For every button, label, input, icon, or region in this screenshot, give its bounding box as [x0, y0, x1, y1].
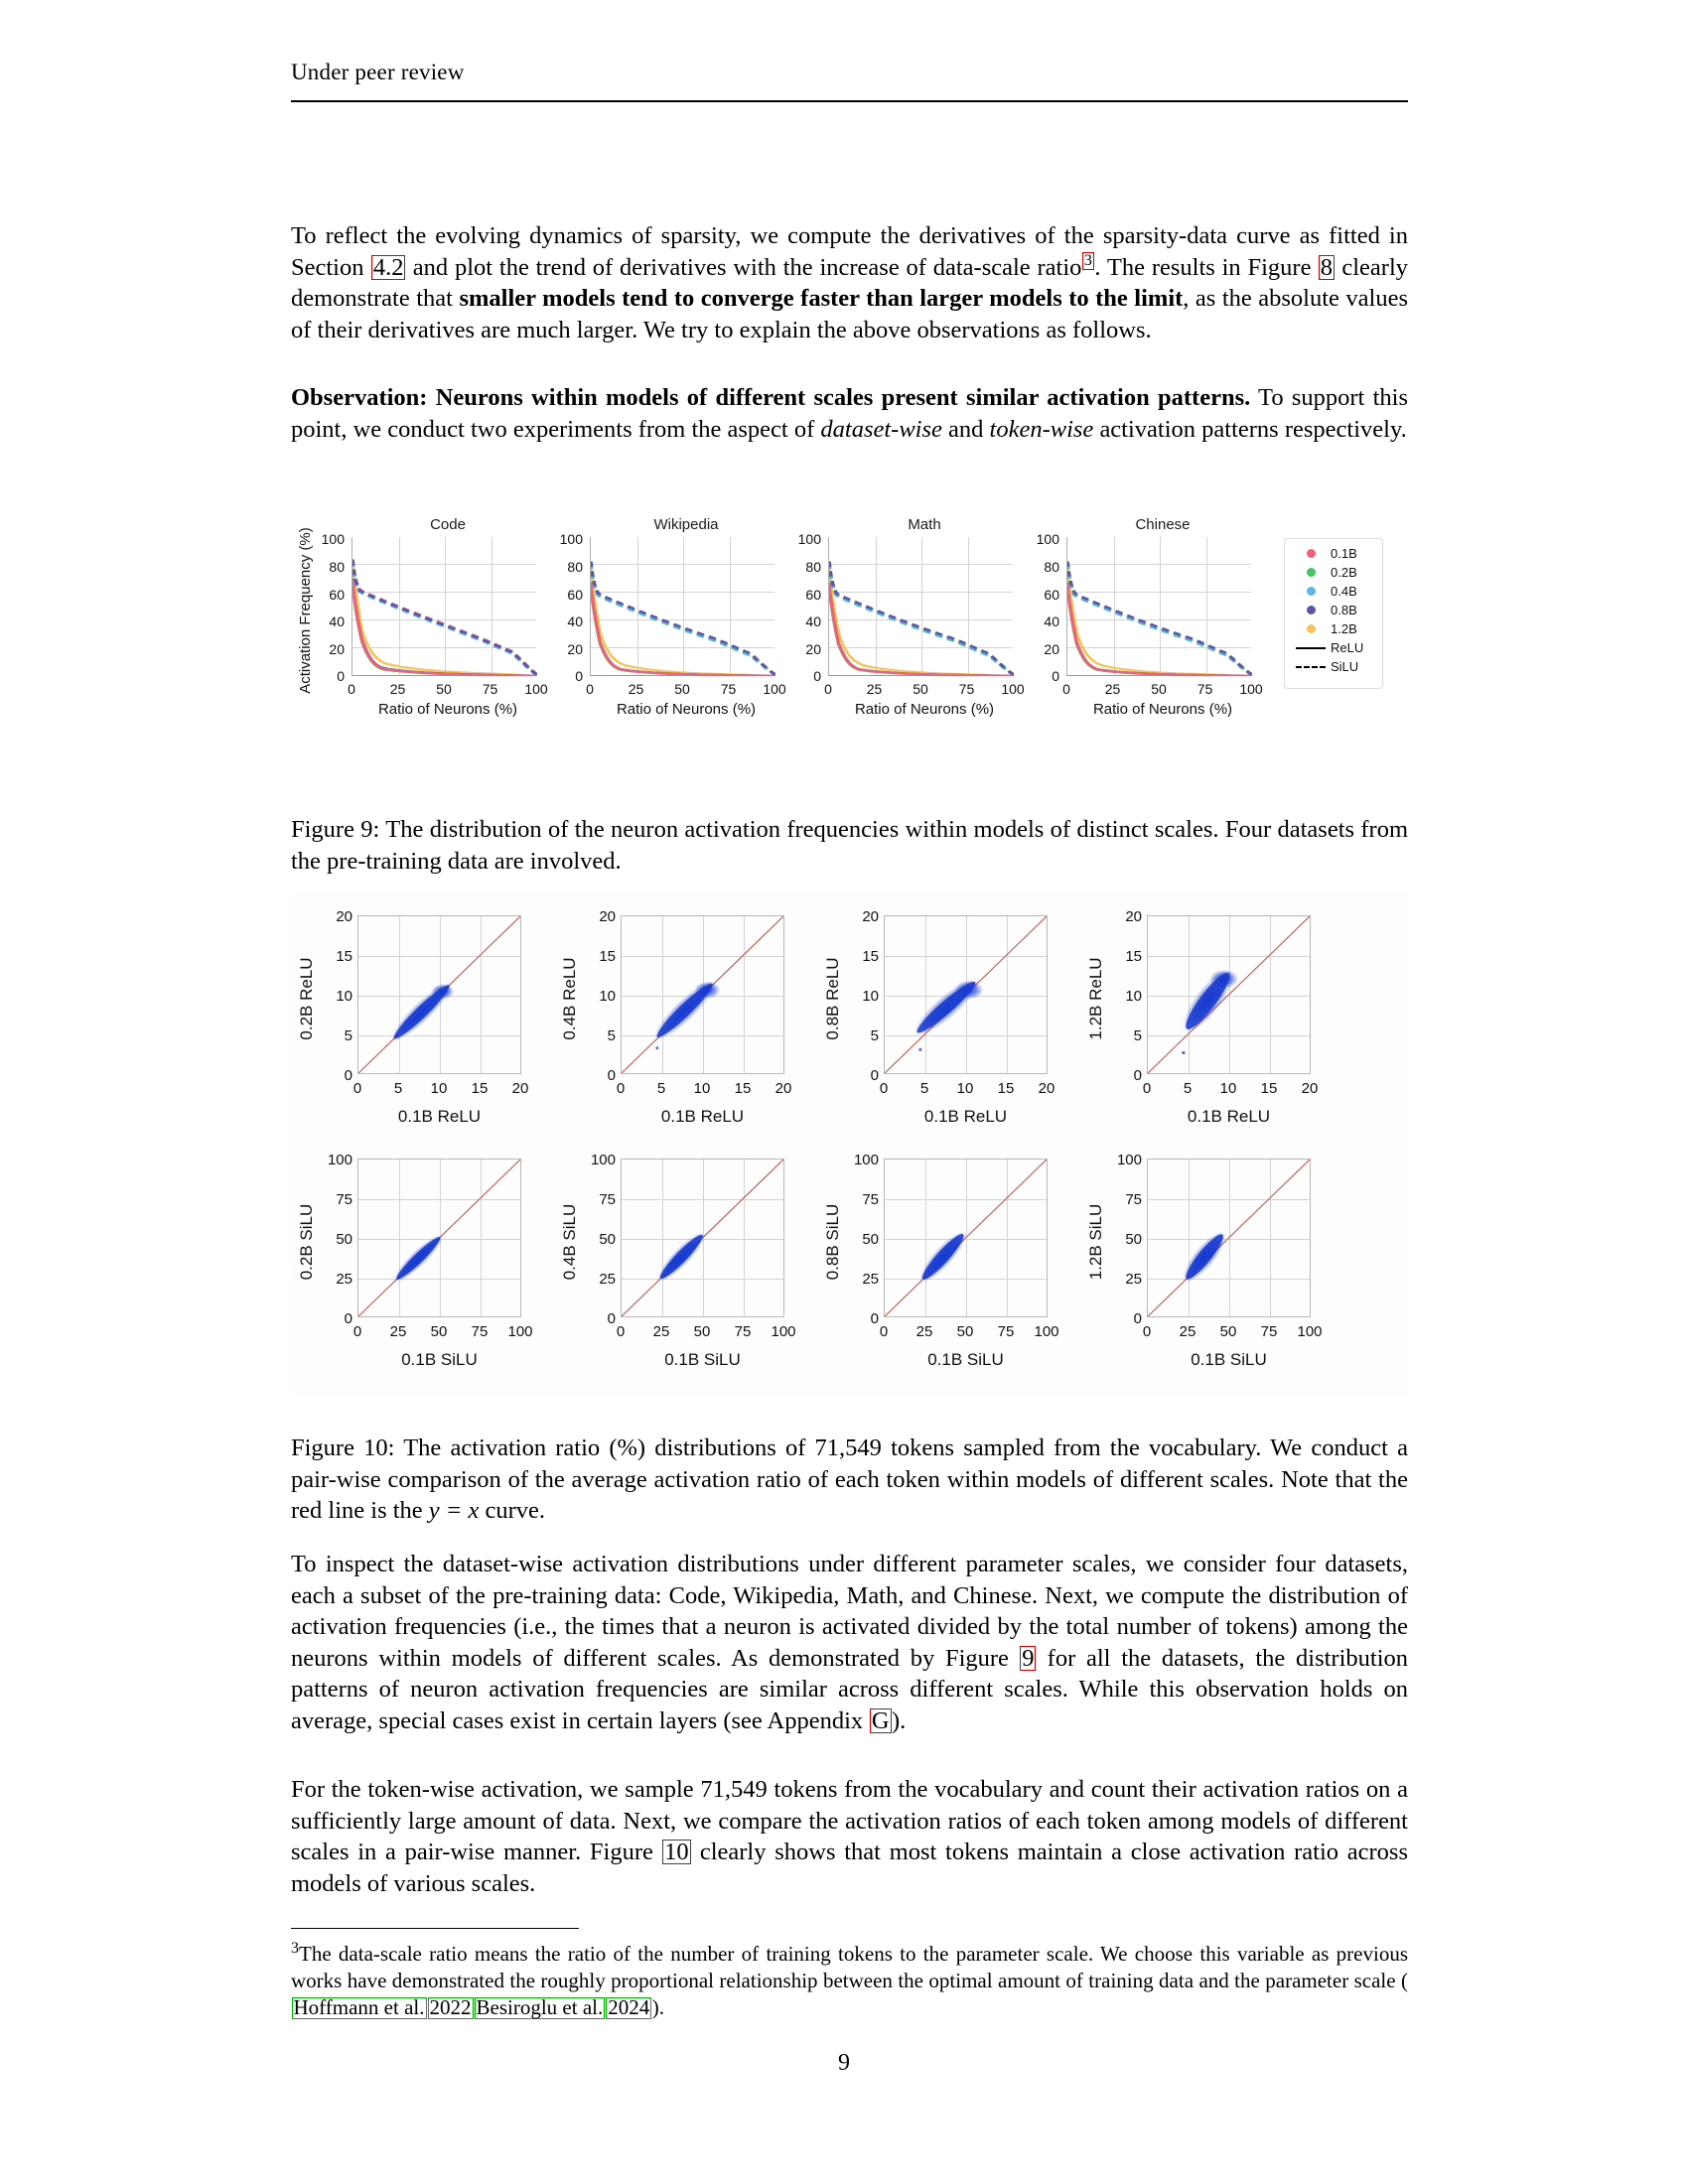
figure9-panel-title: Chinese [1135, 516, 1191, 533]
figure10-x-tick: 75 [997, 1323, 1015, 1340]
paragraph-observation [291, 382, 1408, 445]
figure9-x-tick: 100 [763, 681, 786, 697]
figure10-y-tick: 15 [862, 948, 879, 965]
figure10-x-axis-title: 0.1B SiLU [401, 1350, 478, 1369]
p1-bold-claim: smaller models tend to converge faster than larger models to the limit [459, 285, 1184, 312]
figure10-y-tick: 0 [607, 1067, 616, 1084]
figure9-x-tick: 75 [1196, 681, 1213, 697]
figure10-x-tick: 10 [956, 1080, 974, 1097]
figure9-y-tick: 20 [1044, 641, 1059, 657]
figure9-legend [1284, 538, 1383, 689]
p2-text-b: and [941, 415, 990, 443]
figure9-y-tick: 20 [567, 641, 583, 657]
figure9-x-tick: 25 [866, 681, 883, 697]
figure9-y-tick: 40 [329, 614, 345, 629]
figure9-y-tick: 0 [337, 668, 345, 684]
figure9-y-axis-title: Activation Frequency (%) [297, 527, 314, 694]
legend-label: ReLU [1331, 640, 1364, 655]
figure10-y-tick: 20 [1125, 908, 1142, 925]
figure10-x-tick: 50 [1219, 1323, 1237, 1340]
figure9-panel-title: Wikipedia [653, 516, 719, 533]
p2-italic-token-wise: token-wise [989, 415, 1094, 443]
figure10-x-tick: 100 [1034, 1323, 1059, 1340]
figure10-x-tick: 15 [734, 1080, 752, 1097]
figure10-y-axis-title: 1.2B SiLU [1086, 1203, 1105, 1281]
figure10-panel-0-8b-silu [817, 1147, 1058, 1385]
figure9-x-tick: 75 [482, 681, 498, 697]
figure9-y-tick: 100 [797, 531, 821, 547]
legend-dot-icon [1307, 568, 1316, 577]
figure10-y-tick: 25 [1125, 1271, 1142, 1288]
figure10-panel-1-2b-silu [1080, 1147, 1322, 1385]
legend-dot-icon [1307, 606, 1316, 614]
figure9-y-tick: 40 [567, 614, 583, 629]
figure10-x-tick: 20 [1301, 1080, 1319, 1097]
p1-text-c: . The results in Figure [1094, 253, 1319, 281]
figure10-y-tick: 25 [599, 1271, 616, 1288]
footnote-marker-link[interactable]: 3 [1083, 252, 1092, 270]
figure9-y-tick: 40 [1044, 614, 1059, 629]
figure10-x-tick: 0 [1142, 1080, 1152, 1097]
figure10-x-axis-title: 0.1B SiLU [664, 1350, 741, 1369]
figure9-panel-wikipedia [537, 516, 786, 779]
figure9-y-tick: 60 [1044, 586, 1059, 603]
figure10-y-tick: 20 [336, 908, 352, 925]
figure10-y-tick: 75 [1125, 1191, 1142, 1208]
figure9-x-axis-title: Ratio of Neurons (%) [1092, 701, 1233, 718]
figure9-y-tick: 80 [329, 558, 345, 575]
footnote-text-b: ). [651, 1995, 664, 2019]
figure9-x-tick: 50 [913, 681, 928, 697]
figure10-x-tick: 100 [507, 1323, 533, 1340]
running-head: Under peer review [291, 60, 465, 84]
legend-item-0-8b [1285, 601, 1382, 619]
observation-heading: Observation: Neurons within models of different scales present similar activation patterns. [291, 384, 1251, 411]
figure10-x-tick: 0 [616, 1323, 626, 1340]
citation-besiroglu-author[interactable]: Besiroglu et al. [476, 1995, 604, 2019]
figure10-x-axis-title: 0.1B SiLU [1191, 1350, 1267, 1369]
footnote-number: 3 [291, 1940, 299, 1957]
figure10-y-tick: 0 [344, 1067, 352, 1084]
figure10-y-tick: 100 [853, 1152, 879, 1168]
figure9-plot-area [828, 537, 1013, 676]
figure9-x-tick: 0 [1062, 681, 1070, 697]
figure10-x-tick: 0 [352, 1080, 362, 1097]
figure10-x-tick: 75 [734, 1323, 752, 1340]
figure10-x-tick: 20 [1038, 1080, 1055, 1097]
legend-item-0-2b [1285, 563, 1382, 582]
paragraph-dataset-wise [291, 1549, 1408, 1736]
figure10-x-tick: 15 [997, 1080, 1015, 1097]
figure9-x-tick: 25 [628, 681, 644, 697]
figure10-y-tick: 5 [870, 1027, 879, 1044]
figure9-y-tick: 0 [1052, 668, 1059, 684]
footnote-rule [291, 1928, 579, 1929]
legend-dot-icon [1307, 587, 1316, 596]
figure10-plot-area [1147, 1159, 1311, 1317]
p4-text-a: For the token-wise activation, we sample 71,549 tokens from the vocabulary and count their activation ratios on a sufficiently large amount of data. Next, we compare the activation ratios of each token among models of different scales in a pair-wise manner. Figure [291, 1776, 1408, 1865]
figure10-y-tick: 0 [1133, 1067, 1142, 1084]
p3-text-a: To inspect the dataset-wise activation distributions under different parameter scales, we consider four datasets, each a subset of the pre-training data: Code, Wikipedia, Math, and Chinese. Next, we compute the distribution of activation frequencies (i.e., the times that a neuron is activated divided by the total number of tokens) among the neurons within models of different scales. As demonstrated by Figure [291, 1551, 1408, 1672]
figure9-y-tick: 60 [329, 586, 345, 603]
figure-link-9[interactable]: 9 [1022, 1644, 1035, 1672]
figure10-x-tick: 5 [919, 1080, 929, 1097]
figure10-y-tick: 0 [344, 1310, 352, 1327]
p2-italic-dataset-wise: dataset-wise [820, 415, 942, 443]
figure9-y-tick: 20 [329, 641, 345, 657]
figure10-y-tick: 0 [607, 1310, 616, 1327]
figure10-caption-math: y = x [428, 1497, 480, 1524]
figure9-y-tick: 60 [805, 586, 821, 603]
figure9-plot-area [1066, 537, 1251, 676]
figure10-x-tick: 100 [1297, 1323, 1323, 1340]
p1-text-a: To reflect the evolving dynamics of sparsity, we compute the derivatives of the sparsity-data curve as fitted in Section [291, 222, 1408, 281]
figure9-panel-code [299, 516, 548, 779]
figure10-plot-area [357, 1159, 521, 1317]
figure10-y-tick: 50 [862, 1231, 879, 1248]
figure9-y-tick: 100 [321, 531, 345, 547]
figure9-y-tick: 80 [1044, 558, 1059, 575]
legend-dot-icon [1307, 624, 1316, 633]
figure10-panel-0-4b-silu [554, 1147, 795, 1385]
section-link-4-2[interactable]: 4.2 [372, 253, 404, 281]
figure10-x-tick: 100 [771, 1323, 796, 1340]
figure10-x-tick: 0 [616, 1080, 626, 1097]
figure10-plot-area [884, 1159, 1048, 1317]
figure10-x-tick: 75 [1260, 1323, 1278, 1340]
figure9-x-axis-title: Ratio of Neurons (%) [616, 701, 757, 718]
figure9-x-tick: 75 [958, 681, 975, 697]
figure9-y-tick: 40 [805, 614, 821, 629]
figure10-x-tick: 20 [774, 1080, 792, 1097]
figure10-y-tick: 25 [862, 1271, 879, 1288]
p2-text-a: To support this point, we conduct two experiments from the aspect of [291, 384, 1408, 443]
figure10-x-tick: 0 [1142, 1323, 1152, 1340]
figure10-y-axis-title: 1.2B ReLU [1086, 957, 1105, 1040]
figure9-caption: Figure 9: The distribution of the neuron activation frequencies within models of distinct scales. Four datasets from the pre-training data are involved. [291, 816, 1408, 875]
figure10-y-tick: 0 [870, 1310, 879, 1327]
figure10-x-tick: 15 [471, 1080, 489, 1097]
figure9-panel-chinese [1014, 516, 1263, 779]
figure9-x-axis-title: Ratio of Neurons (%) [377, 701, 518, 718]
figure9-y-tick: 0 [575, 668, 583, 684]
legend-label: 0.2B [1331, 565, 1357, 580]
figure10-x-tick: 10 [1219, 1080, 1237, 1097]
page-number: 9 [838, 2050, 850, 2076]
legend-dot-icon [1307, 549, 1316, 558]
legend-label: 1.2B [1331, 621, 1357, 636]
figure10-y-tick: 50 [1125, 1231, 1142, 1248]
paragraph-token-wise [291, 1774, 1408, 1899]
p1-text-b: and plot the trend of derivatives with the increase of data-scale ratio [405, 253, 1082, 281]
figure10-caption-b: curve. [479, 1497, 545, 1524]
figure10-x-tick: 75 [471, 1323, 489, 1340]
p3-text-b: for all the datasets, the distribution patterns of neuron activation frequencies are similar across different scales. While this observation holds on average, special cases exist in certain layers (see Appendix [291, 1644, 1408, 1734]
legend-item-1-2b [1285, 619, 1382, 638]
figure10-panel-0-2b-silu [291, 1147, 532, 1385]
figure10-y-axis-title: 0.2B ReLU [297, 957, 316, 1040]
figure9-y-tick: 60 [567, 586, 583, 603]
figure10-x-tick: 10 [693, 1080, 711, 1097]
figure10-y-tick: 5 [607, 1027, 616, 1044]
figure10-plot-area [1147, 915, 1311, 1074]
figure10-y-tick: 75 [599, 1191, 616, 1208]
legend-item-0-4b [1285, 582, 1382, 601]
figure9-panel-math [775, 516, 1025, 779]
figure10-plot-area [884, 915, 1048, 1074]
legend-label: 0.1B [1331, 546, 1357, 561]
figure10-y-axis-title: 0.2B SiLU [297, 1203, 316, 1281]
figure10-x-tick: 50 [693, 1323, 711, 1340]
figure10-panel-0-2b-relu [291, 903, 532, 1142]
figure10-x-tick: 0 [879, 1323, 889, 1340]
figure10-y-tick: 15 [599, 948, 616, 965]
figure10-x-tick: 5 [393, 1080, 403, 1097]
figure-10 [291, 893, 1408, 1395]
figure10-y-tick: 15 [1125, 948, 1142, 965]
citation-hoffmann-author[interactable]: Hoffmann et al. [293, 1995, 425, 2019]
citation-hoffmann-year[interactable]: 2022 [429, 1995, 472, 2019]
figure9-panel-title: Code [430, 516, 466, 533]
figure-9 [291, 516, 1408, 779]
figure10-x-tick: 50 [430, 1323, 448, 1340]
figure10-x-axis-title: 0.1B ReLU [1187, 1107, 1271, 1126]
figure10-y-tick: 25 [336, 1271, 352, 1288]
p2-text-c: activation patterns respectively. [1093, 415, 1407, 443]
citation-besiroglu-year[interactable]: 2024 [608, 1995, 650, 2019]
figure10-y-axis-title: 0.4B SiLU [560, 1203, 579, 1281]
footnote-text-a: The data-scale ratio means the ratio of the number of training tokens to the parameter scale. We choose this variable as previous works have demonstrated the roughly proportional relationship between the optimal amount of training data and the parameter scale ( [291, 1942, 1408, 1992]
figure10-y-tick: 10 [599, 988, 616, 1005]
figure10-x-tick: 15 [1260, 1080, 1278, 1097]
figure10-x-tick: 20 [511, 1080, 529, 1097]
figure10-y-tick: 75 [336, 1191, 352, 1208]
figure9-x-tick: 25 [389, 681, 406, 697]
figure9-x-tick: 0 [824, 681, 832, 697]
figure9-y-tick: 80 [567, 558, 583, 575]
figure9-y-tick: 0 [813, 668, 821, 684]
appendix-link-g[interactable]: G [871, 1706, 890, 1734]
figure10-y-tick: 15 [336, 948, 352, 965]
figure10-x-tick: 0 [879, 1080, 889, 1097]
legend-label: 0.8B [1331, 603, 1357, 617]
figure9-panel-title: Math [908, 516, 941, 533]
figure10-panel-0-8b-relu [817, 903, 1058, 1142]
figure9-x-tick: 100 [1239, 681, 1263, 697]
legend-label: 0.4B [1331, 584, 1357, 599]
figure9-x-axis-title: Ratio of Neurons (%) [854, 701, 995, 718]
figure9-x-tick: 25 [1104, 681, 1121, 697]
p3-text-c: ). [892, 1706, 907, 1734]
figure10-x-axis-title: 0.1B ReLU [923, 1107, 1008, 1126]
figure10-x-tick: 25 [389, 1323, 407, 1340]
footnote-3 [291, 1941, 1408, 2021]
figure9-y-tick: 80 [805, 558, 821, 575]
figure10-y-tick: 0 [1133, 1310, 1142, 1327]
paragraph-derivatives [291, 220, 1408, 345]
figure10-x-axis-title: 0.1B ReLU [660, 1107, 745, 1126]
figure9-x-tick: 0 [348, 681, 355, 697]
figure9-x-tick: 100 [524, 681, 548, 697]
legend-item-0-1b [1285, 544, 1382, 563]
figure10-plot-area [621, 1159, 784, 1317]
figure9-x-tick: 0 [586, 681, 594, 697]
dashed-line-icon [1296, 666, 1326, 668]
figure10-y-axis-title: 0.4B ReLU [560, 957, 579, 1040]
figure9-x-tick: 50 [1151, 681, 1167, 697]
figure9-x-tick: 75 [720, 681, 737, 697]
header-rule [291, 100, 1408, 102]
figure9-y-tick: 100 [559, 531, 583, 547]
figure10-y-tick: 100 [1116, 1152, 1142, 1168]
legend-item-relu [1285, 638, 1382, 657]
figure9-x-tick: 50 [674, 681, 690, 697]
p1-text-e: , as the absolute values of their derivatives are much larger. We try to explain the above observations as follows. [291, 285, 1409, 343]
figure9-plot-area [590, 537, 774, 676]
figure10-caption-a: Figure 10: The activation ratio (%) distributions of 71,549 tokens sampled from the vocabulary. We conduct a pair-wise comparison of the average activation ratio of each token within models of different scales. Note that the red line is the [291, 1434, 1408, 1524]
figure10-y-axis-title: 0.8B SiLU [823, 1203, 842, 1281]
solid-line-icon [1296, 647, 1326, 649]
figure10-y-tick: 100 [327, 1152, 352, 1168]
figure10-x-tick: 10 [430, 1080, 448, 1097]
p4-text-b: clearly shows that most tokens maintain a close activation ratio across models of various scales. [291, 1839, 1408, 1897]
figure10-y-tick: 10 [336, 988, 352, 1005]
figure10-x-tick: 25 [652, 1323, 670, 1340]
figure10-x-tick: 50 [956, 1323, 974, 1340]
figure10-y-tick: 20 [599, 908, 616, 925]
figure9-x-tick: 100 [1001, 681, 1025, 697]
figure10-y-tick: 5 [344, 1027, 352, 1044]
figure-link-8[interactable]: 8 [1320, 253, 1334, 281]
figure10-x-tick: 5 [656, 1080, 666, 1097]
figure9-y-tick: 20 [805, 641, 821, 657]
figure9-x-tick: 50 [436, 681, 452, 697]
figure10-x-tick: 25 [915, 1323, 933, 1340]
figure10-y-tick: 10 [1125, 988, 1142, 1005]
figure10-x-tick: 0 [352, 1323, 362, 1340]
figure10-plot-area [621, 915, 784, 1074]
figure10-x-tick: 5 [1183, 1080, 1193, 1097]
figure10-y-axis-title: 0.8B ReLU [823, 957, 842, 1040]
figure10-plot-area [357, 915, 521, 1074]
figure10-x-tick: 25 [1179, 1323, 1196, 1340]
figure10-x-axis-title: 0.1B ReLU [397, 1107, 482, 1126]
figure10-panel-0-4b-relu [554, 903, 795, 1142]
legend-label: SiLU [1331, 659, 1359, 674]
figure10-y-tick: 100 [590, 1152, 616, 1168]
figure-link-10[interactable]: 10 [664, 1839, 689, 1865]
figure10-y-tick: 10 [862, 988, 879, 1005]
p1-text-d: clearly demonstrate that [291, 253, 1408, 312]
figure10-y-tick: 50 [336, 1231, 352, 1248]
legend-item-silu [1285, 657, 1382, 676]
figure10-caption [291, 1433, 1408, 1527]
figure9-plot-area [352, 537, 536, 676]
figure10-x-axis-title: 0.1B SiLU [927, 1350, 1004, 1369]
figure10-y-tick: 75 [862, 1191, 879, 1208]
figure10-y-tick: 0 [870, 1067, 879, 1084]
figure10-y-tick: 20 [862, 908, 879, 925]
figure10-y-tick: 5 [1133, 1027, 1142, 1044]
figure9-y-tick: 100 [1036, 531, 1059, 547]
figure10-panel-1-2b-relu [1080, 903, 1322, 1142]
figure10-y-tick: 50 [599, 1231, 616, 1248]
